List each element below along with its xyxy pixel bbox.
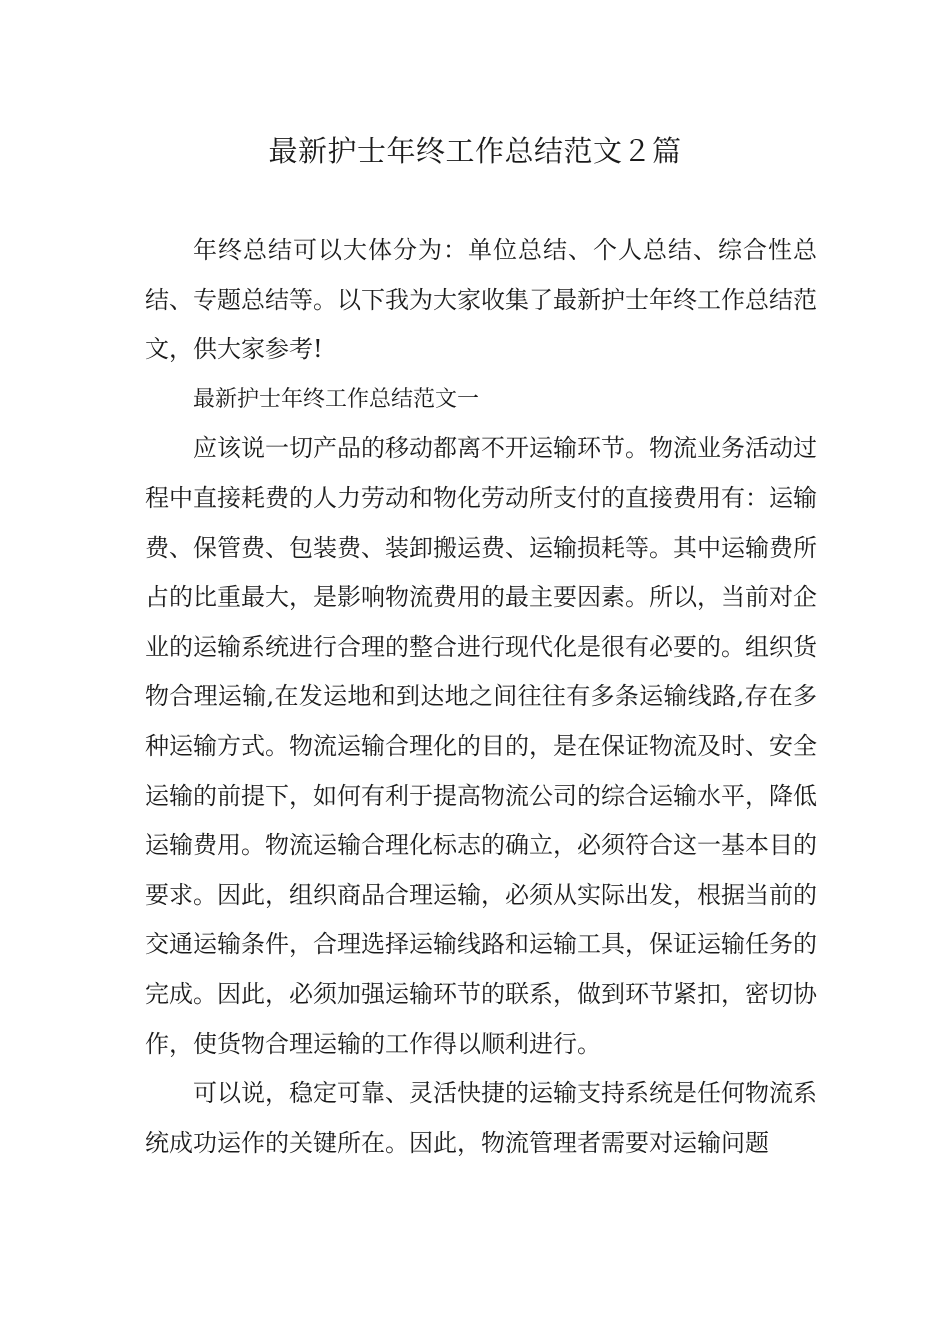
body-paragraph-1: 应该说一切产品的移动都离不开运输环节。物流业务活动过程中直接耗费的人力劳动和物化劳动所支付的直接费用有：运输费、保管费、包装费、装卸搬运费、运输损耗等。其中运输费所占的比重最大，是影响物流费用的最主要因素。所以，当前对企业的运输系统进行合理的整合进行现代化是很有必要的。组织货物合理运输,在发运地和到达地之间往往有多条运输线路,存在多种运输方式。物流运输合理化的目的，是在保证物流及时、安全运输的前提下，如何有利于提高物流公司的综合运输水平，降低运输费用。物流运输合理化标志的确立，必须符合这一基本目的要求。因此，组织商品合理运输，必须从实际出发，根据当前的交通运输条件，合理选择运输线路和运输工具，保证运输任务的完成。因此，必须加强运输环节的联系，做到环节紧扣，密切协作，使货物合理运输的工作得以顺利进行。 <box>145 434 817 1058</box>
document-title: 最新护士年终工作总结范文２篇 <box>268 134 682 168</box>
body-paragraph-2: 可以说，稳定可靠、灵活快捷的运输支持系统是任何物流系统成功运作的关键所在。因此，物流管理者需要对运输问题 <box>145 1079 817 1157</box>
section-heading: 最新护士年终工作总结范文一 <box>193 386 480 412</box>
intro-paragraph: 年终总结可以大体分为：单位总结、个人总结、综合性总结、专题总结等。以下我为大家收集了最新护士年终工作总结范文，供大家参考! <box>145 236 817 364</box>
document-body <box>145 226 817 1168</box>
